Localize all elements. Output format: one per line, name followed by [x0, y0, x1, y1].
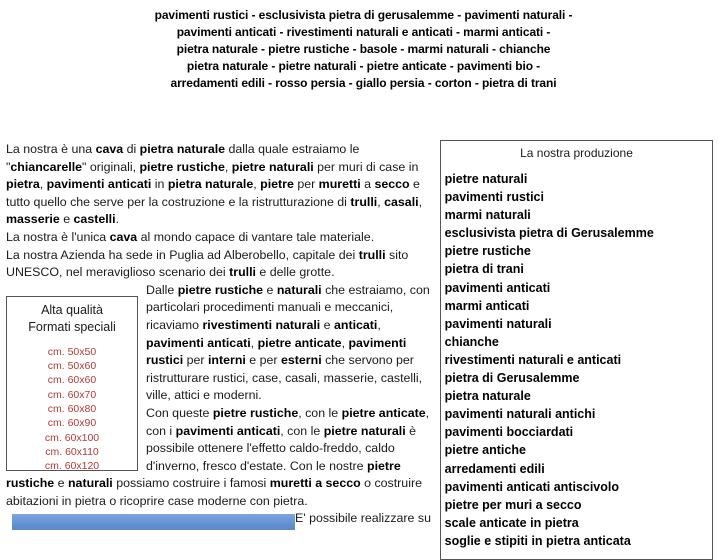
text-emphasis: trulli — [358, 247, 386, 262]
text-run: , con le — [298, 405, 342, 420]
text-emphasis: esterni — [281, 353, 322, 368]
text-run: e tutto quello che serve per la costruzione e la ristrutturazione di — [6, 177, 420, 209]
text-emphasis: anticati — [334, 317, 378, 332]
production-panel — [440, 140, 713, 560]
text-emphasis: pavimenti anticati — [175, 423, 281, 438]
text-emphasis: chiancarelle — [10, 159, 83, 174]
text-run: . — [115, 212, 120, 227]
text-run: o costruire abitazioni in pietra o ricoprire case moderne con pietra. — [6, 476, 422, 508]
text-run: , — [377, 194, 385, 209]
text-emphasis: muretti a secco — [269, 476, 361, 491]
text-run: per muri di case in — [313, 159, 419, 174]
text-run: Con queste — [146, 405, 213, 420]
text-run: è possibile ottenere l'effetto caldo-freddo, caldo d'inverno, fresco d'estate. Con le nostre — [146, 423, 416, 473]
list-item: - pietra naturale — [440, 387, 712, 405]
text-run: per — [293, 177, 319, 192]
header-keyword-line: pavimenti anticati - rivestimenti naturali e anticati - marmi anticati - — [176, 25, 551, 39]
production-list — [440, 170, 712, 550]
text-run: , — [418, 194, 423, 209]
main-content — [6, 141, 434, 530]
text-emphasis: masserie — [6, 212, 60, 227]
list-item: - arredamenti edili — [440, 460, 712, 478]
unique-quarry-paragraph — [6, 229, 434, 247]
text-run: e — [263, 282, 277, 297]
text-run: , — [39, 177, 47, 192]
list-item: cm. 50x50 — [47, 345, 97, 358]
text-run: e per — [245, 353, 281, 368]
list-item: - pietra di trani — [440, 260, 712, 278]
list-item: cm. 60x80 — [47, 402, 97, 415]
list-item: - rivestimenti naturali e anticati — [440, 351, 712, 369]
text-run: , — [377, 317, 381, 332]
text-run: , — [224, 159, 232, 174]
text-run: a — [360, 177, 375, 192]
text-run: Dalle — [146, 282, 178, 297]
list-item: - esclusivista pietra di Gerusalemme — [440, 224, 712, 242]
intro-paragraph — [6, 141, 434, 229]
list-item: - pavimenti bocciardati — [440, 423, 712, 441]
text-emphasis: castelli — [73, 212, 116, 227]
text-emphasis: pietre rustiche — [212, 405, 299, 420]
list-item: - pavimenti anticati antiscivolo — [440, 478, 712, 496]
text-run: sito UNESCO, nel meraviglioso scenario dei — [6, 247, 409, 280]
text-emphasis: pietre anticate — [257, 335, 342, 350]
text-emphasis: pietre naturali — [323, 423, 406, 438]
company-location-paragraph — [6, 247, 434, 282]
header-keyword-line: pavimenti rustici - esclusivista pietra di gerusalemme - pavimenti naturali - — [154, 8, 573, 22]
text-emphasis: naturali — [67, 476, 113, 491]
text-run: di — [123, 142, 140, 156]
text-emphasis: pietra naturale — [139, 142, 226, 156]
list-item: - soglie e stipiti in pietra anticata — [440, 532, 712, 550]
list-item: - pavimenti naturali — [440, 315, 712, 333]
text-run: , — [253, 177, 261, 192]
header-keyword-block — [0, 0, 727, 92]
text-run: La nostra è l'unica — [6, 229, 110, 244]
text-emphasis: pietre naturali — [231, 159, 314, 174]
text-emphasis: casali — [384, 194, 419, 209]
text-emphasis: pietre anticate — [341, 405, 426, 420]
list-item: - marmi anticati — [440, 297, 712, 315]
product-photo — [12, 514, 295, 530]
text-run: che servono per ristrutturare rustici, case, casali, masserie, castelli, ville, attici e moderni. — [146, 353, 423, 403]
text-emphasis: trulli — [229, 265, 256, 280]
text-run: e — [320, 317, 334, 332]
text-run: , con le — [280, 423, 324, 438]
list-item: cm. 60x90 — [47, 417, 97, 430]
text-emphasis: pietra naturale — [167, 177, 254, 192]
list-item: - pietre rustiche — [440, 242, 712, 260]
text-emphasis: muretti — [318, 177, 361, 192]
text-emphasis: interni — [207, 353, 246, 368]
text-emphasis: cava — [95, 142, 124, 156]
text-emphasis: pietre rustiche — [139, 159, 225, 174]
list-item: - pavimenti anticati — [440, 279, 712, 297]
list-item: cm. 60x70 — [47, 388, 97, 401]
text-run: E' possibile realizzare su — [295, 511, 431, 526]
list-item: - marmi naturali — [440, 206, 712, 224]
production-panel-title: La nostra produzione — [520, 146, 633, 160]
text-emphasis: pietre — [260, 177, 294, 192]
list-item: - pavimenti rustici — [440, 188, 712, 206]
text-emphasis: pavimenti anticati — [46, 177, 152, 192]
text-emphasis: pietra — [6, 177, 40, 192]
text-emphasis: pavimenti anticati — [146, 335, 251, 350]
text-emphasis: pietre rustiche — [177, 282, 264, 297]
list-item: cm. 50x60 — [47, 360, 97, 373]
text-run: e — [54, 476, 68, 491]
text-run: in — [151, 177, 168, 192]
special-sizes-list — [7, 345, 137, 474]
text-run: La nostra è una — [6, 142, 96, 156]
text-emphasis: cava — [109, 229, 138, 244]
quality-box-title-line2: Formati speciali — [28, 319, 116, 334]
text-run: , — [341, 335, 349, 350]
quality-box-title — [7, 297, 137, 336]
text-emphasis: pavimenti rustici — [146, 335, 407, 368]
text-run: " originali, — [82, 159, 140, 174]
text-run: , con i — [146, 405, 430, 438]
text-run: per — [183, 353, 208, 368]
list-item: - chianche — [440, 333, 712, 351]
list-item: - pietre per muri a secco — [440, 496, 712, 514]
text-emphasis: rivestimenti naturali — [202, 317, 321, 332]
text-run: dalla quale estraiamo le " — [6, 142, 360, 174]
text-emphasis: pietre rustiche — [6, 458, 401, 491]
text-emphasis: trulli — [350, 194, 378, 209]
list-item: - pietra di Gerusalemme — [440, 369, 712, 387]
header-keyword-line: pietra naturale - pietre rustiche - basole - marmi naturali - chianche — [176, 42, 551, 56]
text-run: La nostra Azienda ha sede in Puglia ad Alberobello, capitale dei — [6, 247, 359, 262]
list-item: cm. 60x60 — [47, 374, 97, 387]
text-run: e — [59, 212, 74, 227]
list-item: cm. 60x110 — [45, 445, 99, 458]
header-keyword-line: arredamenti edili - rosso persia - giallo persia - corton - pietra di trani — [170, 76, 557, 90]
text-emphasis: secco — [374, 177, 410, 192]
list-item: - pietre naturali — [440, 170, 712, 188]
list-item: - pavimenti naturali antichi — [440, 405, 712, 423]
text-run: possiamo costruire i famosi — [112, 476, 270, 491]
list-item: cm. 60x100 — [44, 431, 100, 444]
text-run: e delle grotte. — [255, 265, 335, 280]
text-run: , — [250, 335, 258, 350]
text-run: al mondo capace di vantare tale materiale. — [137, 229, 375, 244]
list-item: - pietre antiche — [440, 441, 712, 459]
text-run: che estraiamo, con particolari procedimenti manuali e meccanici, ricaviamo — [146, 282, 430, 332]
text-emphasis: naturali — [276, 282, 322, 297]
list-item: cm. 60x120 — [44, 460, 100, 473]
quality-formats-box — [6, 296, 138, 471]
list-item: - scale anticate in pietra — [440, 514, 712, 532]
header-keyword-line: pietra naturale - pietre naturali - pietre anticate - pavimenti bio - — [186, 59, 541, 73]
quality-box-title-line1: Alta qualità — [41, 302, 103, 317]
